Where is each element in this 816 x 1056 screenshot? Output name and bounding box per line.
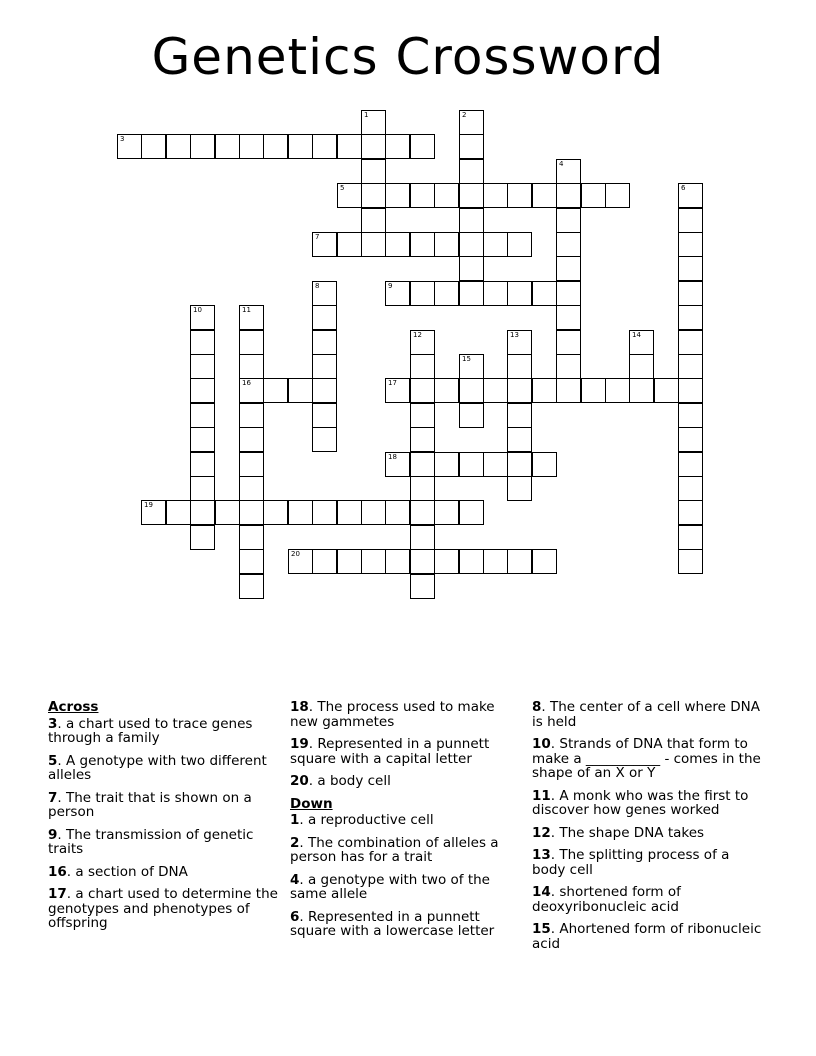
grid-cell[interactable] bbox=[459, 232, 484, 257]
grid-cell[interactable] bbox=[410, 232, 435, 257]
clue-number: 17 bbox=[48, 886, 67, 902]
clue-number: 15 bbox=[532, 921, 551, 937]
clue-down-11 bbox=[532, 789, 764, 818]
grid-cell[interactable] bbox=[263, 500, 288, 525]
grid-cell[interactable] bbox=[410, 403, 435, 428]
grid-cell[interactable] bbox=[385, 549, 410, 574]
clue-number: 9 bbox=[48, 826, 58, 843]
grid-cell[interactable] bbox=[507, 330, 532, 355]
clue-text: . a genotype with two of the same allele bbox=[290, 871, 490, 902]
grid-cell[interactable] bbox=[361, 110, 386, 135]
grid-cell[interactable] bbox=[166, 134, 191, 159]
grid-cell[interactable] bbox=[556, 281, 581, 306]
clue-down-13 bbox=[532, 848, 764, 877]
grid-cell[interactable] bbox=[459, 183, 484, 208]
grid-cell[interactable] bbox=[556, 305, 581, 330]
cell-number: 12 bbox=[413, 331, 422, 339]
grid-cell[interactable] bbox=[337, 549, 362, 574]
grid-cell[interactable] bbox=[459, 452, 484, 477]
clue-down-10 bbox=[532, 737, 764, 781]
clue-down-12 bbox=[532, 826, 764, 841]
clue-number: 16 bbox=[48, 863, 67, 880]
clue-text: . Represented in a punnett square with a capital letter bbox=[290, 736, 490, 767]
grid-cell[interactable] bbox=[312, 549, 337, 574]
grid-cell[interactable] bbox=[507, 476, 532, 501]
grid-cell[interactable] bbox=[239, 525, 264, 550]
cell-number: 16 bbox=[242, 379, 251, 387]
cell-number: 7 bbox=[315, 233, 320, 241]
grid-cell[interactable] bbox=[239, 452, 264, 477]
grid-cell[interactable] bbox=[410, 354, 435, 379]
clue-text: . shortened form of deoxyribonucleic acid bbox=[532, 884, 681, 915]
grid-cell[interactable] bbox=[459, 110, 484, 135]
grid-cell[interactable] bbox=[507, 427, 532, 452]
grid-cell[interactable] bbox=[556, 159, 581, 184]
grid-cell[interactable] bbox=[507, 281, 532, 306]
grid-cell[interactable] bbox=[459, 403, 484, 428]
grid-cell[interactable] bbox=[263, 378, 288, 403]
grid-cell[interactable] bbox=[629, 330, 654, 355]
cell-number: 4 bbox=[559, 160, 564, 168]
grid-cell[interactable] bbox=[239, 354, 264, 379]
clue-number: 13 bbox=[532, 847, 551, 863]
clue-down-8 bbox=[532, 700, 764, 729]
cell-number: 2 bbox=[462, 111, 467, 119]
grid-cell[interactable] bbox=[434, 500, 459, 525]
grid-cell[interactable] bbox=[385, 452, 410, 477]
grid-cell[interactable] bbox=[678, 208, 703, 233]
grid-cell[interactable] bbox=[678, 183, 703, 208]
clue-number: 14 bbox=[532, 884, 551, 900]
grid-cell[interactable] bbox=[239, 476, 264, 501]
grid-cell[interactable] bbox=[239, 500, 264, 525]
clue-down-14 bbox=[532, 885, 764, 914]
grid-cell[interactable] bbox=[337, 183, 362, 208]
grid-cell[interactable] bbox=[312, 134, 337, 159]
grid-cell[interactable] bbox=[361, 500, 386, 525]
grid-cell[interactable] bbox=[678, 525, 703, 550]
grid-cell[interactable] bbox=[410, 525, 435, 550]
grid-cell[interactable] bbox=[507, 452, 532, 477]
grid-cell[interactable] bbox=[483, 452, 508, 477]
clue-column-1 bbox=[48, 700, 280, 939]
clue-number: 6 bbox=[290, 908, 300, 925]
grid-cell[interactable] bbox=[312, 305, 337, 330]
clue-down-4 bbox=[290, 873, 522, 902]
grid-cell[interactable] bbox=[312, 500, 337, 525]
clue-number: 4 bbox=[290, 871, 300, 888]
grid-cell[interactable] bbox=[361, 232, 386, 257]
grid-cell[interactable] bbox=[483, 183, 508, 208]
clue-text: . A genotype with two different alleles bbox=[48, 752, 267, 783]
grid-cell[interactable] bbox=[410, 330, 435, 355]
grid-cell[interactable] bbox=[434, 549, 459, 574]
clue-text: . The combination of alleles a person has for a trait bbox=[290, 834, 499, 865]
grid-cell[interactable] bbox=[459, 354, 484, 379]
grid-cell[interactable] bbox=[190, 305, 215, 330]
grid-cell[interactable] bbox=[410, 183, 435, 208]
grid-cell[interactable] bbox=[605, 378, 630, 403]
grid-cell[interactable] bbox=[556, 208, 581, 233]
grid-cell[interactable] bbox=[312, 427, 337, 452]
grid-cell[interactable] bbox=[239, 378, 264, 403]
clue-across-18 bbox=[290, 700, 522, 729]
grid-cell[interactable] bbox=[678, 452, 703, 477]
grid-cell[interactable] bbox=[239, 549, 264, 574]
grid-cell[interactable] bbox=[410, 134, 435, 159]
clue-text: . a chart used to determine the genotypes and phenotypes of offspring bbox=[48, 886, 278, 931]
cell-number: 20 bbox=[291, 550, 300, 558]
grid-cell[interactable] bbox=[483, 549, 508, 574]
grid-cell[interactable] bbox=[117, 134, 142, 159]
grid-cell[interactable] bbox=[556, 378, 581, 403]
grid-cell[interactable] bbox=[678, 476, 703, 501]
grid-cell[interactable] bbox=[459, 256, 484, 281]
clue-across-5 bbox=[48, 754, 280, 783]
clue-across-3 bbox=[48, 717, 280, 746]
clue-text: . Ahortened form of ribonucleic acid bbox=[532, 921, 762, 952]
grid-cell[interactable] bbox=[507, 403, 532, 428]
clue-text: . Represented in a punnett square with a lowercase letter bbox=[290, 908, 495, 939]
grid-cell[interactable] bbox=[239, 134, 264, 159]
grid-cell[interactable] bbox=[556, 256, 581, 281]
clue-number: 12 bbox=[532, 824, 551, 841]
grid-cell[interactable] bbox=[190, 500, 215, 525]
grid-cell[interactable] bbox=[507, 354, 532, 379]
down-heading: Down bbox=[290, 795, 333, 812]
clue-across-9 bbox=[48, 828, 280, 857]
grid-cell[interactable] bbox=[556, 183, 581, 208]
grid-cell[interactable] bbox=[459, 500, 484, 525]
grid-cell[interactable] bbox=[532, 183, 557, 208]
grid-cell[interactable] bbox=[678, 427, 703, 452]
grid-cell[interactable] bbox=[288, 134, 313, 159]
grid-cell[interactable] bbox=[361, 134, 386, 159]
grid-cell[interactable] bbox=[312, 354, 337, 379]
clue-text: . a chart used to trace genes through a family bbox=[48, 715, 253, 746]
clue-text: . a reproductive cell bbox=[299, 812, 434, 828]
grid-cell[interactable] bbox=[459, 159, 484, 184]
grid-cell[interactable] bbox=[532, 378, 557, 403]
grid-cell[interactable] bbox=[239, 427, 264, 452]
grid-cell[interactable] bbox=[678, 232, 703, 257]
cell-number: 9 bbox=[388, 282, 393, 290]
clue-number: 18 bbox=[290, 699, 309, 715]
clue-number: 7 bbox=[48, 789, 58, 806]
clue-across-7 bbox=[48, 791, 280, 820]
clue-text: . The transmission of genetic traits bbox=[48, 826, 254, 857]
clue-down-1 bbox=[290, 813, 522, 828]
cell-number: 3 bbox=[120, 135, 125, 143]
grid-cell[interactable] bbox=[410, 281, 435, 306]
grid-cell[interactable] bbox=[385, 378, 410, 403]
cell-number: 5 bbox=[340, 184, 345, 192]
grid-cell[interactable] bbox=[459, 208, 484, 233]
grid-cell[interactable] bbox=[678, 305, 703, 330]
grid-cell[interactable] bbox=[581, 183, 606, 208]
clue-across-20 bbox=[290, 774, 522, 789]
grid-cell[interactable] bbox=[190, 330, 215, 355]
clue-text: . The shape DNA takes bbox=[550, 824, 705, 841]
grid-cell[interactable] bbox=[678, 378, 703, 403]
grid-cell[interactable] bbox=[385, 134, 410, 159]
grid-cell[interactable] bbox=[581, 378, 606, 403]
grid-cell[interactable] bbox=[507, 549, 532, 574]
grid-cell[interactable] bbox=[215, 500, 240, 525]
grid-cell[interactable] bbox=[141, 500, 166, 525]
grid-cell[interactable] bbox=[410, 427, 435, 452]
grid-cell[interactable] bbox=[337, 500, 362, 525]
grid-cell[interactable] bbox=[678, 403, 703, 428]
grid-cell[interactable] bbox=[434, 183, 459, 208]
grid-cell[interactable] bbox=[385, 500, 410, 525]
clue-text: . Strands of DNA that form to make a ___________ - comes in the shape of an X or Y bbox=[532, 736, 761, 781]
grid-cell[interactable] bbox=[483, 378, 508, 403]
grid-cell[interactable] bbox=[410, 452, 435, 477]
grid-cell[interactable] bbox=[678, 330, 703, 355]
grid-cell[interactable] bbox=[483, 232, 508, 257]
clue-column-3 bbox=[532, 700, 764, 959]
grid-cell[interactable] bbox=[190, 525, 215, 550]
clue-number: 10 bbox=[532, 736, 551, 752]
grid-cell[interactable] bbox=[410, 476, 435, 501]
grid-cell[interactable] bbox=[239, 574, 264, 599]
clue-number: 3 bbox=[48, 715, 58, 732]
grid-cell[interactable] bbox=[434, 452, 459, 477]
grid-cell[interactable] bbox=[556, 232, 581, 257]
grid-cell[interactable] bbox=[434, 378, 459, 403]
grid-cell[interactable] bbox=[678, 354, 703, 379]
grid-cell[interactable] bbox=[629, 378, 654, 403]
grid-cell[interactable] bbox=[239, 403, 264, 428]
grid-cell[interactable] bbox=[239, 305, 264, 330]
grid-cell[interactable] bbox=[678, 256, 703, 281]
grid-cell[interactable] bbox=[361, 549, 386, 574]
grid-cell[interactable] bbox=[532, 549, 557, 574]
clue-text: . The process used to make new gammetes bbox=[290, 699, 495, 730]
grid-cell[interactable] bbox=[410, 500, 435, 525]
grid-cell[interactable] bbox=[190, 427, 215, 452]
clue-across-19 bbox=[290, 737, 522, 766]
grid-cell[interactable] bbox=[507, 183, 532, 208]
grid-cell[interactable] bbox=[654, 378, 679, 403]
grid-cell[interactable] bbox=[605, 183, 630, 208]
grid-cell[interactable] bbox=[410, 574, 435, 599]
grid-cell[interactable] bbox=[507, 378, 532, 403]
grid-cell[interactable] bbox=[459, 378, 484, 403]
clue-number: 2 bbox=[290, 834, 300, 851]
clue-down-6 bbox=[290, 910, 522, 939]
clue-number: 5 bbox=[48, 752, 58, 769]
clue-down-2 bbox=[290, 836, 522, 865]
grid-cell[interactable] bbox=[361, 183, 386, 208]
across-heading: Across bbox=[48, 699, 99, 715]
clue-across-16 bbox=[48, 865, 280, 880]
grid-cell[interactable] bbox=[483, 281, 508, 306]
cell-number: 10 bbox=[193, 306, 202, 314]
cell-number: 15 bbox=[462, 355, 471, 363]
grid-cell[interactable] bbox=[459, 281, 484, 306]
grid-cell[interactable] bbox=[385, 232, 410, 257]
cell-number: 19 bbox=[144, 501, 153, 509]
clue-text: . The trait that is shown on a person bbox=[48, 789, 252, 820]
cell-number: 6 bbox=[681, 184, 686, 192]
grid-cell[interactable] bbox=[385, 183, 410, 208]
clue-number: 8 bbox=[532, 699, 542, 715]
clue-down-15 bbox=[532, 922, 764, 951]
grid-cell[interactable] bbox=[190, 452, 215, 477]
cell-number: 17 bbox=[388, 379, 397, 387]
grid-cell[interactable] bbox=[385, 281, 410, 306]
clue-across-17 bbox=[48, 887, 280, 931]
grid-cell[interactable] bbox=[312, 378, 337, 403]
grid-cell[interactable] bbox=[459, 134, 484, 159]
grid-cell[interactable] bbox=[532, 452, 557, 477]
clue-text: . The center of a cell where DNA is held bbox=[532, 699, 760, 730]
clue-text: . a section of DNA bbox=[66, 863, 188, 880]
grid-cell[interactable] bbox=[556, 330, 581, 355]
grid-cell[interactable] bbox=[410, 549, 435, 574]
grid-cell[interactable] bbox=[312, 232, 337, 257]
page-title: Genetics Crossword bbox=[151, 28, 665, 86]
clue-number: 20 bbox=[290, 773, 309, 789]
grid-cell[interactable] bbox=[434, 232, 459, 257]
cell-number: 1 bbox=[364, 111, 369, 119]
clue-text: . A monk who was the first to discover how genes worked bbox=[532, 787, 749, 818]
clue-number: 11 bbox=[532, 787, 551, 804]
grid-cell[interactable] bbox=[678, 549, 703, 574]
grid-cell[interactable] bbox=[312, 403, 337, 428]
grid-cell[interactable] bbox=[459, 549, 484, 574]
grid-cell[interactable] bbox=[556, 354, 581, 379]
grid-cell[interactable] bbox=[190, 354, 215, 379]
grid-cell[interactable] bbox=[190, 476, 215, 501]
cell-number: 13 bbox=[510, 331, 519, 339]
grid-cell[interactable] bbox=[678, 281, 703, 306]
grid-cell[interactable] bbox=[263, 134, 288, 159]
grid-cell[interactable] bbox=[361, 208, 386, 233]
grid-cell[interactable] bbox=[141, 134, 166, 159]
grid-cell[interactable] bbox=[507, 232, 532, 257]
grid-cell[interactable] bbox=[190, 134, 215, 159]
grid-cell[interactable] bbox=[166, 500, 191, 525]
clue-text: . The splitting process of a body cell bbox=[532, 847, 730, 878]
grid-cell[interactable] bbox=[410, 378, 435, 403]
grid-cell[interactable] bbox=[337, 134, 362, 159]
grid-cell[interactable] bbox=[629, 354, 654, 379]
grid-cell[interactable] bbox=[215, 134, 240, 159]
grid-cell[interactable] bbox=[361, 159, 386, 184]
grid-cell[interactable] bbox=[239, 330, 264, 355]
clue-text: . a body cell bbox=[308, 773, 391, 789]
cell-number: 14 bbox=[632, 331, 641, 339]
grid-cell[interactable] bbox=[190, 378, 215, 403]
grid-cell[interactable] bbox=[678, 500, 703, 525]
grid-cell[interactable] bbox=[312, 281, 337, 306]
cell-number: 18 bbox=[388, 453, 397, 461]
clue-column-2 bbox=[290, 700, 522, 947]
grid-cell[interactable] bbox=[288, 549, 313, 574]
clue-number: 1 bbox=[290, 812, 300, 828]
grid-cell[interactable] bbox=[532, 281, 557, 306]
grid-cell[interactable] bbox=[434, 281, 459, 306]
cell-number: 11 bbox=[242, 306, 251, 314]
clue-number: 19 bbox=[290, 736, 309, 752]
cell-number: 8 bbox=[315, 282, 320, 290]
grid-cell[interactable] bbox=[190, 403, 215, 428]
grid-cell[interactable] bbox=[337, 232, 362, 257]
grid-cell[interactable] bbox=[288, 500, 313, 525]
grid-cell[interactable] bbox=[288, 378, 313, 403]
grid-cell[interactable] bbox=[312, 330, 337, 355]
